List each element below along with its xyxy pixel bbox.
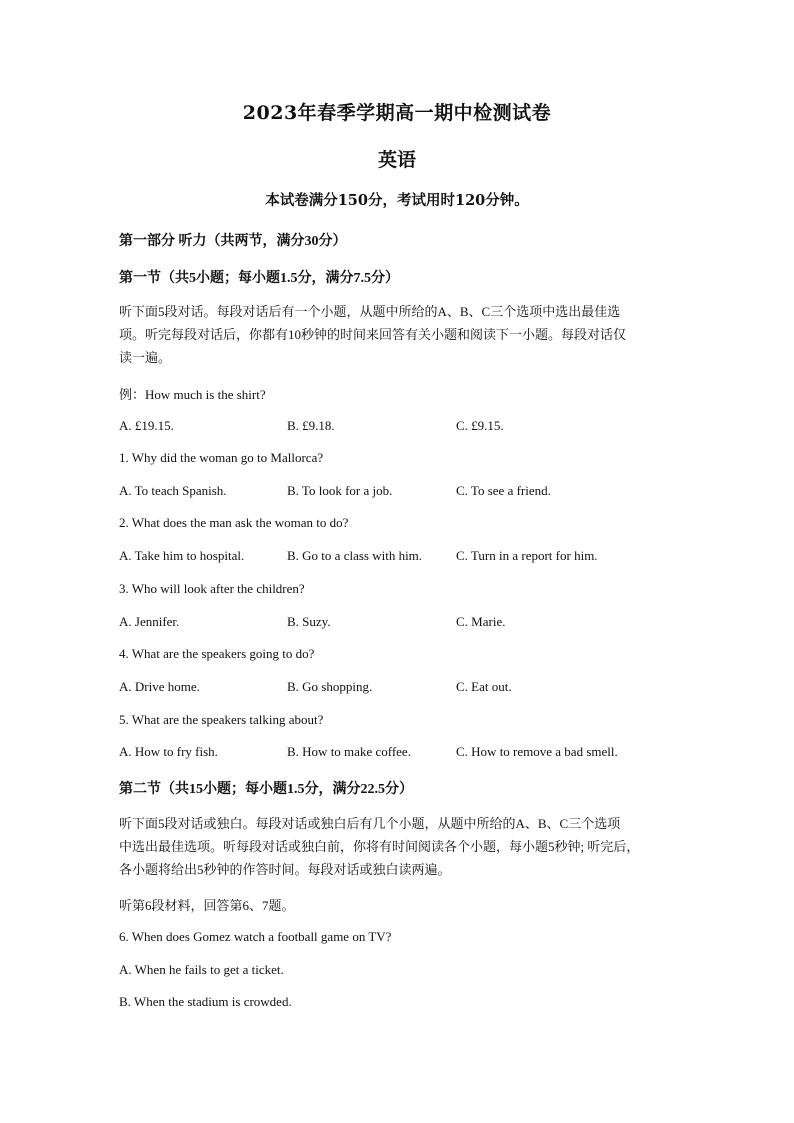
q6-option-a: A. When he fails to get a ticket. bbox=[119, 962, 284, 977]
instruction-line: 读一遍。 bbox=[119, 350, 172, 365]
q5-option-b: B. How to make coffee. bbox=[287, 744, 411, 759]
material-note: 听第6段材料，回答第6、7题。 bbox=[119, 898, 295, 913]
section1-instructions bbox=[119, 300, 679, 369]
instruction-line: 中选出最佳选项。听每段对话或独白前，你将有时间阅读各个小题，每小题5秒钟; 听完后， bbox=[119, 839, 640, 854]
instruction-line: 各小题将给出5秒钟的作答时间。每段对话或独白读两遍。 bbox=[119, 862, 451, 877]
example-question: 例：How much is the shirt? bbox=[119, 387, 266, 402]
q1-option-c: C. To see a friend. bbox=[456, 483, 551, 498]
exam-note: 本试卷满分150分，考试用时120分钟。 bbox=[265, 192, 529, 209]
instruction-line: 听下面5段对话。每段对话后有一个小题，从题中所给的A、B、C三个选项中选出最佳选 bbox=[119, 304, 621, 319]
q2-option-b: B. Go to a class with him. bbox=[287, 548, 423, 563]
q6-option-b: B. When the stadium is crowded. bbox=[119, 994, 292, 1009]
question-1: 1. Why did the woman go to Mallorca? bbox=[119, 450, 324, 465]
q3-option-a: A. Jennifer. bbox=[119, 614, 180, 629]
part1-heading: 第一部分 听力（共两节，满分30分） bbox=[119, 234, 347, 249]
question-5: 5. What are the speakers talking about? bbox=[119, 712, 324, 727]
section1-heading: 第一节（共5小题；每小题1.5分，满分7.5分） bbox=[119, 271, 399, 286]
question-3: 3. Who will look after the children? bbox=[119, 581, 305, 596]
q1-option-b: B. To look for a job. bbox=[287, 483, 393, 498]
example-option-c: C. £9.15. bbox=[456, 418, 504, 433]
q1-option-a: A. To teach Spanish. bbox=[119, 483, 227, 498]
q3-option-c: C. Marie. bbox=[456, 614, 506, 629]
q2-option-a: A. Take him to hospital. bbox=[119, 548, 245, 563]
q3-option-b: B. Suzy. bbox=[287, 614, 331, 629]
example-option-a: A. £19.15. bbox=[119, 418, 174, 433]
example-option-b: B. £9.18. bbox=[287, 418, 335, 433]
q4-option-a: A. Drive home. bbox=[119, 679, 200, 694]
question-2: 2. What does the man ask the woman to do? bbox=[119, 515, 349, 530]
subject-title: 英语 bbox=[377, 149, 416, 171]
q4-option-c: C. Eat out. bbox=[456, 679, 512, 694]
instruction-line: 项。听完每段对话后，你都有10秒钟的时间来回答有关小题和阅读下一小题。每段对话仅 bbox=[119, 327, 627, 342]
exam-title: 2023年春季学期高一期中检测试卷 bbox=[242, 102, 552, 124]
section2-instructions bbox=[119, 812, 679, 881]
q5-option-a: A. How to fry fish. bbox=[119, 744, 218, 759]
section2-heading: 第二节（共15小题；每小题1.5分，满分22.5分） bbox=[119, 782, 413, 797]
question-4: 4. What are the speakers going to do? bbox=[119, 646, 315, 661]
instruction-line: 听下面5段对话或独白。每段对话或独白后有几个小题，从题中所给的A、B、C三个选项 bbox=[119, 816, 621, 831]
q2-option-c: C. Turn in a report for him. bbox=[456, 548, 598, 563]
q4-option-b: B. Go shopping. bbox=[287, 679, 373, 694]
question-6: 6. When does Gomez watch a football game on TV? bbox=[119, 929, 392, 944]
q5-option-c: C. How to remove a bad smell. bbox=[456, 744, 618, 759]
